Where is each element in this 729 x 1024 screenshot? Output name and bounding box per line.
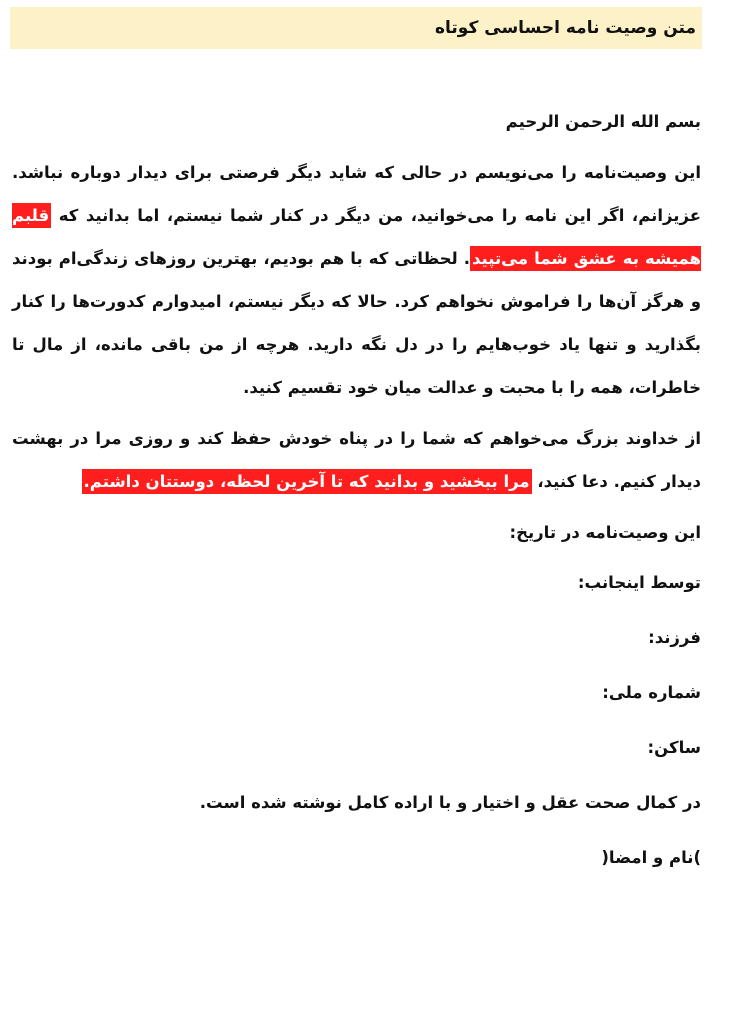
national-id-label: شماره ملی:: [602, 683, 701, 702]
bismillah-line: بسم الله الرحمن الرحیم: [505, 112, 701, 131]
title-banner: [10, 7, 702, 49]
resident-label: ساکن:: [647, 738, 701, 757]
sound-mind-statement: در کمال صحت عقل و اختیار و با اراده کامل نوشته شده است.: [199, 793, 701, 812]
paragraph-1: [12, 151, 701, 409]
paragraph-1-highlight: قلبم همیشه به عشق شما می‌تپید: [12, 203, 701, 271]
letter-body: [12, 100, 701, 885]
date-label: این وصیت‌نامه در تاریخ:: [509, 523, 701, 542]
paragraph-2: [12, 417, 701, 503]
by-label: توسط اینجانب:: [577, 573, 701, 592]
paragraph-2-part-a: از خداوند بزرگ می‌خواهم که شما را در پناه خودش حفظ کند و روزی مرا در بهشت دیدار کنیم. دعا کنید،: [12, 429, 701, 491]
signature-line: )نام و امضا(: [601, 848, 701, 867]
child-label: فرزند:: [648, 628, 701, 647]
document-title: متن وصیت نامه احساسی کوتاه: [435, 18, 696, 38]
paragraph-1-part-b: . لحظاتی که با هم بودیم، بهترین روزهای زندگی‌ام بودند و هرگز آن‌ها را فراموش نخواهم کرد. حالا که دیگر نیستم، امیدوارم کدورت‌ها را کنار بگذارید و تنها یاد خوب‌هایم را در دل نگه دارید. هرچه از من باقی مانده، از مال تا خاطرات، همه را با محبت و عدالت میان خود تقسیم کنید.: [12, 249, 701, 397]
paragraph-1-part-a: این وصیت‌نامه را می‌نویسم در حالی که شاید دیگر فرصتی برای دیدار دوباره نباشد. عزیزانم، اگر این نامه را می‌خوانید، من دیگر در کنار شما نیستم، اما بدانید که: [12, 163, 701, 225]
paragraph-2-highlight: مرا ببخشید و بدانید که تا آخرین لحظه، دوستتان داشتم.: [82, 469, 532, 494]
